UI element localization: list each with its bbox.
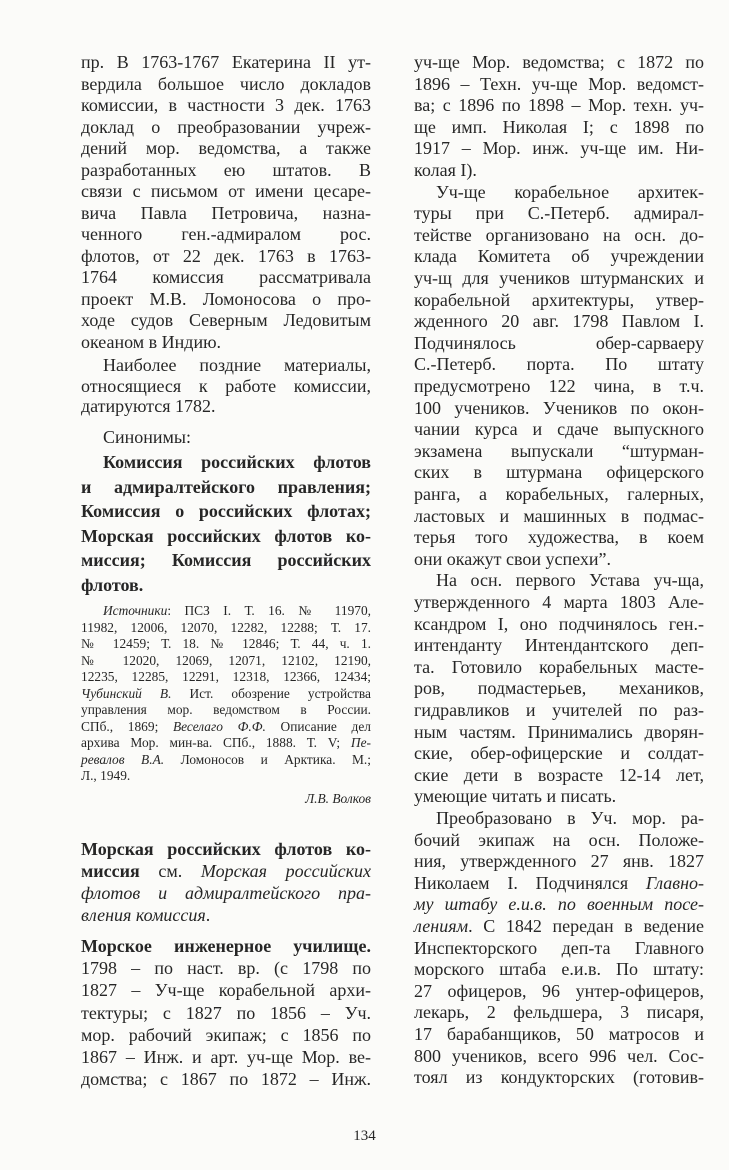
text-line: 1764 комиссия рассматривала bbox=[81, 267, 371, 287]
text-line: вича Павла Петровича, назна- bbox=[81, 202, 371, 223]
text-line bbox=[81, 752, 371, 769]
text-line: ния, утвержденного 27 янв. 1827 bbox=[414, 851, 704, 872]
text-run: Николаем I. Подчинялся bbox=[414, 872, 646, 893]
text-line: 1917 – Мор. инж. уч-ще им. Ни- bbox=[414, 138, 704, 159]
text-line: уч-щ для учеников штурманских и bbox=[414, 267, 704, 288]
text-line: вердила большое число докладов bbox=[81, 73, 371, 94]
paragraph bbox=[414, 182, 704, 571]
text-line: морского штаба е.и.в. По штату: bbox=[414, 959, 704, 980]
text-run: см. bbox=[139, 861, 201, 881]
bold-run: Морская российских флотов ко- bbox=[81, 839, 371, 859]
italic-run: Пе- bbox=[350, 735, 371, 750]
text-line: та. Готовило корабельных масте- bbox=[414, 656, 704, 677]
text-line: разработанных ею штатов. В bbox=[81, 159, 371, 180]
text-line bbox=[81, 735, 371, 752]
text-line: ских в штурмана офицерского bbox=[414, 462, 704, 483]
text-line: На осн. первого Устава уч-ща, bbox=[436, 570, 704, 591]
text-line: колая I). bbox=[414, 159, 477, 180]
text-line: ще имп. Николая I; с 1898 по bbox=[414, 116, 704, 137]
text-line: флотов, от 22 дек. 1763 в 1763- bbox=[81, 245, 371, 266]
text-line: тектуры; с 1827 по 1856 – Уч. bbox=[81, 1002, 371, 1023]
text-line: чании курса и сдаче выпускного bbox=[414, 419, 704, 440]
text-line: 1867 – Инж. и арт. уч-ще Мор. ве- bbox=[81, 1047, 371, 1068]
text-line: Морская российских флотов ко- bbox=[81, 525, 371, 546]
author-signature bbox=[81, 789, 371, 809]
italic-run: Морская российских bbox=[200, 861, 371, 881]
text-line: ксандром I, оно подчинялось ген.- bbox=[414, 613, 704, 634]
text-line: С.-Петерб. порта. По штату bbox=[414, 354, 704, 375]
text-line: Инспекторского деп-та Главного bbox=[414, 937, 704, 958]
text-run: архива Мор. мин-ва. СПб., 1888. Т. V; bbox=[81, 735, 351, 750]
italic-run: Л.В. Волков bbox=[305, 791, 371, 806]
text-run: Ломоносов и Арктика. М.; bbox=[164, 751, 371, 767]
text-line: комиссии, в частности 3 дек. 1763 bbox=[81, 95, 371, 115]
text-line: домства; с 1867 по 1872 – Инж. bbox=[81, 1069, 371, 1090]
text-line: экзамена выпускали “штурман- bbox=[414, 440, 704, 461]
italic-run: ревалов В.А. bbox=[81, 751, 165, 767]
paragraph bbox=[414, 808, 704, 1089]
text-line: № 12459; Т. 18. № 12846; Т. 44, ч. 1. bbox=[81, 636, 371, 651]
bold-run: Морское инженерное училище. bbox=[81, 936, 371, 956]
text-line: 27 офицеров, 96 унтер-офицеров, bbox=[414, 980, 704, 1001]
text-line: умеющие читать и писать. bbox=[414, 786, 617, 807]
text-line bbox=[81, 686, 371, 703]
text-line: управления мор. ведомством в России. bbox=[81, 702, 371, 717]
text-line: относящиеся к работе комиссии, bbox=[81, 375, 371, 396]
text-line: уч-ще Мор. ведомства; с 1872 по bbox=[414, 52, 704, 72]
text-line bbox=[414, 873, 704, 895]
text-line: 1896 – Техн. уч-ще Мор. ведомст- bbox=[414, 73, 704, 94]
text-line: ным частям. Принимались дворян- bbox=[414, 721, 704, 742]
sources bbox=[81, 603, 371, 785]
italic-run: флотов и адмиралтейского пра- bbox=[81, 883, 371, 903]
text-line: 17 барабанщиков, 50 матросов и bbox=[414, 1023, 704, 1044]
text-line: ров, подмастерьев, механиков, bbox=[414, 678, 704, 699]
italic-run: му штабу е.и.в. по военным посе- bbox=[414, 894, 704, 915]
text-line: дений мор. ведомства, а также bbox=[81, 138, 371, 158]
paragraph bbox=[81, 355, 371, 417]
text-run: . С 1842 передан в ведение bbox=[468, 915, 704, 936]
text-line: пр. В 1763-1767 Екатерина II ут- bbox=[81, 52, 371, 72]
text-line: предусмотрено 122 чина, в т.ч. bbox=[414, 375, 704, 396]
italic-run: Веселаго Ф.Ф. bbox=[172, 718, 266, 734]
text-line: ченного ген.-адмиралом рос. bbox=[81, 224, 371, 244]
text-line: тействе организовано на осн. до- bbox=[414, 224, 704, 245]
text-line bbox=[414, 916, 704, 938]
text-line bbox=[81, 904, 371, 926]
text-line bbox=[81, 860, 371, 882]
text-line: они окажут свои успехи”. bbox=[414, 548, 612, 569]
text-line: бочий экипаж на осн. Положе- bbox=[414, 829, 704, 850]
text-run: СПб., 1869; bbox=[81, 718, 173, 734]
text-line: утвержденного 4 марта 1803 Але- bbox=[414, 591, 704, 612]
text-line bbox=[81, 789, 371, 809]
text-line: флотов. bbox=[81, 574, 144, 595]
text-line: Наиболее поздние материалы, bbox=[103, 355, 371, 375]
text-line: № 12020, 12069, 12071, 12102, 12190, bbox=[81, 652, 371, 668]
paragraph bbox=[414, 52, 704, 182]
synonyms-list bbox=[81, 450, 371, 598]
synonyms-label bbox=[81, 426, 371, 448]
italic-run: Источники bbox=[103, 603, 168, 618]
italic-run: лениям bbox=[414, 915, 469, 936]
text-line bbox=[81, 935, 371, 957]
entry-naval-engineering-school bbox=[81, 935, 371, 1090]
text-line: океаном в Индию. bbox=[81, 331, 222, 352]
bold-run: миссия bbox=[81, 861, 140, 881]
text-line: ластовых и машинных в подмас- bbox=[414, 505, 704, 526]
text-line: туры при С.-Петерб. адмирал- bbox=[414, 203, 704, 224]
text-run: . bbox=[205, 905, 211, 925]
text-run: : ПСЗ I. Т. 16. № 11970, bbox=[167, 603, 371, 618]
italic-run: вления комиссия bbox=[81, 905, 206, 925]
italic-run: Главно- bbox=[645, 872, 704, 893]
text-line: и адмиралтейского правления; bbox=[81, 476, 371, 497]
text-line: Уч-ще корабельное архитек- bbox=[436, 181, 704, 202]
text-line: Подчинялось обер-сарваеру bbox=[414, 332, 704, 353]
text-line: клада Комитета об учреждении bbox=[414, 246, 704, 267]
text-line: мор. рабочий экипаж; с 1856 по bbox=[81, 1024, 371, 1045]
text-line bbox=[81, 719, 371, 736]
text-line: ские, обер-офицерские и солдат- bbox=[414, 743, 704, 764]
text-line: жденного 20 авг. 1798 Павлом I. bbox=[414, 311, 704, 332]
text-line: ранга, а корабельных, галерных, bbox=[414, 483, 704, 504]
text-line: датируются 1782. bbox=[81, 396, 216, 416]
italic-run: Чубинский В. bbox=[81, 685, 172, 701]
text-line: 800 учеников, всего 996 чел. Сос- bbox=[414, 1045, 704, 1066]
text-line: ва; с 1896 по 1898 – Мор. техн. уч- bbox=[414, 95, 704, 116]
text-line: Синонимы: bbox=[103, 427, 192, 447]
text-line: 100 учеников. Учеников по окон- bbox=[414, 397, 704, 418]
text-line: тоял из кондукторских (готовив- bbox=[414, 1067, 704, 1088]
text-line bbox=[81, 603, 371, 620]
text-run: Описание дел bbox=[265, 718, 371, 734]
text-line bbox=[81, 882, 371, 904]
page-number: 134 bbox=[353, 1128, 376, 1144]
text-line: 1827 – Уч-ще корабельной архи- bbox=[81, 980, 371, 1001]
text-line: миссия; Комиссия российских bbox=[81, 550, 371, 571]
text-line: 1798 – по наст. вр. (с 1798 по bbox=[81, 958, 371, 979]
text-line: Преобразовано в Уч. мор. ра- bbox=[436, 808, 704, 828]
text-line: Л., 1949. bbox=[81, 768, 131, 783]
text-line: Комиссия о российских флотах; bbox=[81, 501, 371, 522]
text-line: лекарь, 2 фельдшера, 3 писаря, bbox=[414, 1002, 704, 1023]
paragraph bbox=[81, 52, 371, 353]
text-line: корабельной архитектуры, утвер- bbox=[414, 289, 704, 310]
text-line: проект М.В. Ломоносова о про- bbox=[81, 288, 371, 309]
text-line bbox=[414, 894, 704, 916]
text-line: связи с письмом от имени цесаре- bbox=[81, 181, 371, 201]
text-line: гидравликов и учителей по раз- bbox=[414, 699, 704, 720]
paragraph bbox=[414, 570, 704, 808]
text-line: доклад о преобразовании учреж- bbox=[81, 116, 371, 137]
entry-cross-reference bbox=[81, 838, 371, 926]
text-line: Комиссия российских флотов bbox=[103, 452, 371, 472]
text-line: терья того художества, в коем bbox=[414, 527, 704, 548]
text-line: интенданту Интендантского деп- bbox=[414, 635, 704, 656]
text-line: 12235, 12285, 12291, 12318, 12366, 12434; bbox=[81, 669, 371, 684]
text-line: ходе судов Северным Ледовитым bbox=[81, 310, 371, 330]
text-line: 11982, 12006, 12070, 12282, 12288; Т. 17. bbox=[81, 619, 371, 635]
text-line: ские дети в возрасте 12-14 лет, bbox=[414, 764, 704, 785]
text-run: Ист. обозрение устройства bbox=[171, 685, 371, 701]
text-line bbox=[81, 838, 371, 860]
